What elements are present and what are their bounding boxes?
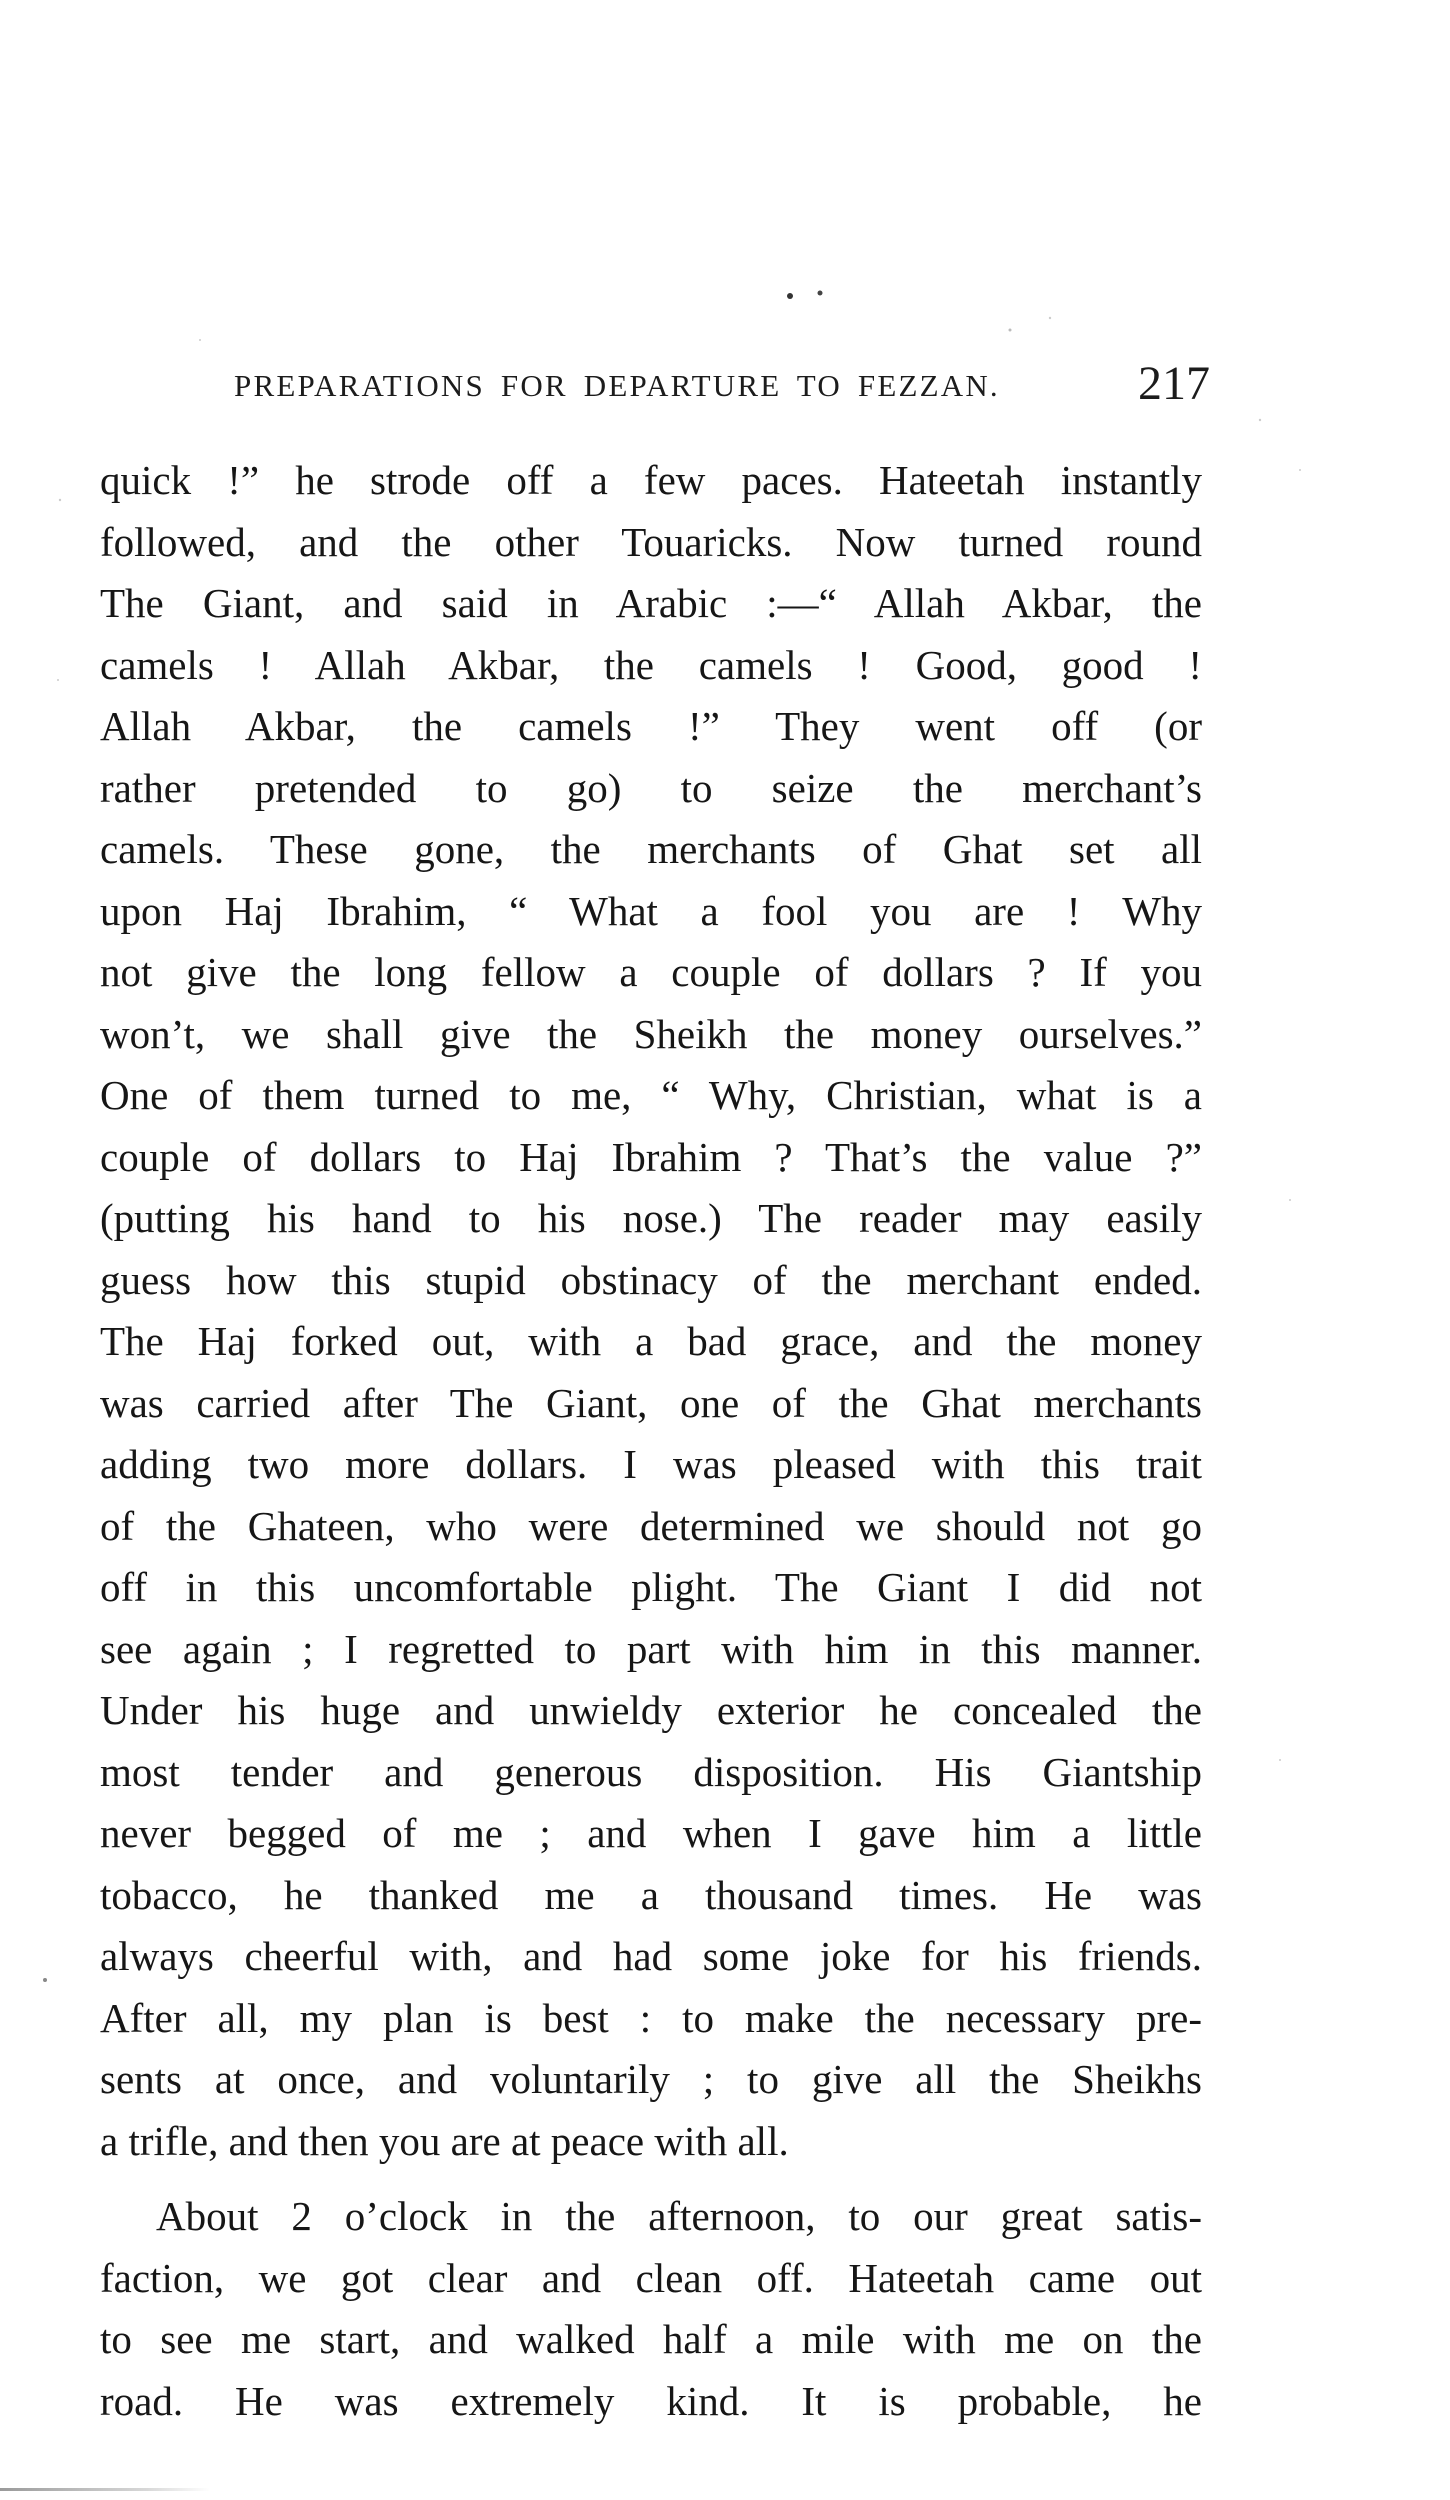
text-line: Under his huge and unwieldy exterior he concealed the bbox=[100, 1687, 1202, 1733]
text-line: a trifle, and then you are at peace with all. bbox=[100, 2117, 789, 2164]
text-line: couple of dollars to Haj Ibrahim ? That’s the value ?” bbox=[100, 1133, 1202, 1180]
paragraph bbox=[100, 2186, 1202, 2432]
text-line: (putting his hand to his nose.) The reader may easily bbox=[100, 1195, 1202, 1241]
text-line: of the Ghateen, who were determined we should not go bbox=[100, 1502, 1202, 1549]
text-line: About 2 o’clock in the afternoon, to our great satis- bbox=[156, 2193, 1202, 2239]
text-line: faction, we got clear and clean off. Hateetah came out bbox=[100, 2254, 1202, 2301]
page-number: 217 bbox=[1138, 357, 1210, 410]
paragraph bbox=[100, 450, 1202, 2172]
text-line: not give the long fellow a couple of dollars ? If you bbox=[100, 949, 1202, 995]
text-line: see again ; I regretted to part with him in this manner. bbox=[100, 1625, 1202, 1672]
body-text bbox=[100, 450, 1202, 2432]
text-line: camels ! Allah Akbar, the camels ! Good, good ! bbox=[100, 641, 1202, 688]
text-line: was carried after The Giant, one of the Ghat merchants bbox=[100, 1379, 1202, 1426]
text-line: followed, and the other Touaricks. Now turned round bbox=[100, 518, 1202, 565]
text-line: always cheerful with, and had some joke for his friends. bbox=[100, 1933, 1202, 1979]
text-line: The Haj forked out, with a bad grace, and the money bbox=[100, 1318, 1202, 1364]
text-line: guess how this stupid obstinacy of the merchant ended. bbox=[100, 1256, 1202, 1303]
text-line: sents at once, and voluntarily ; to give all the Sheikhs bbox=[100, 2056, 1202, 2102]
text-line: off in this uncomfortable plight. The Giant I did not bbox=[100, 1564, 1202, 1610]
text-line: adding two more dollars. I was pleased with this trait bbox=[100, 1441, 1202, 1487]
text-line: rather pretended to go) to seize the merchant’s bbox=[100, 764, 1202, 811]
text-line: won’t, we shall give the Sheikh the money ourselves.” bbox=[100, 1010, 1202, 1057]
paragraph-gap bbox=[100, 2172, 1202, 2186]
text-line: One of them turned to me, “ Why, Christian, what is a bbox=[100, 1072, 1202, 1118]
text-line: After all, my plan is best : to make the necessary pre- bbox=[100, 1994, 1202, 2041]
text-line: Allah Akbar, the camels !” They went off (or bbox=[100, 703, 1202, 749]
text-line: road. He was extremely kind. It is probable, he bbox=[100, 2377, 1202, 2424]
bottom-edge-mark bbox=[0, 2488, 210, 2491]
text-line: camels. These gone, the merchants of Ghat set all bbox=[100, 826, 1202, 872]
running-header bbox=[230, 357, 1210, 422]
text-line: The Giant, and said in Arabic :—“ Allah Akbar, the bbox=[100, 580, 1202, 626]
running-head-title: PREPARATIONS FOR DEPARTURE TO FEZZAN. bbox=[234, 368, 1000, 403]
text-line: upon Haj Ibrahim, “ What a fool you are ! Why bbox=[100, 887, 1202, 934]
text-line: quick !” he strode off a few paces. Hateetah instantly bbox=[100, 457, 1202, 503]
text-line: to see me start, and walked half a mile with me on the bbox=[100, 2316, 1202, 2362]
text-line: never begged of me ; and when I gave him a little bbox=[100, 1810, 1202, 1856]
text-line: most tender and generous disposition. His Giantship bbox=[100, 1748, 1202, 1795]
text-line: tobacco, he thanked me a thousand times. He was bbox=[100, 1871, 1202, 1918]
